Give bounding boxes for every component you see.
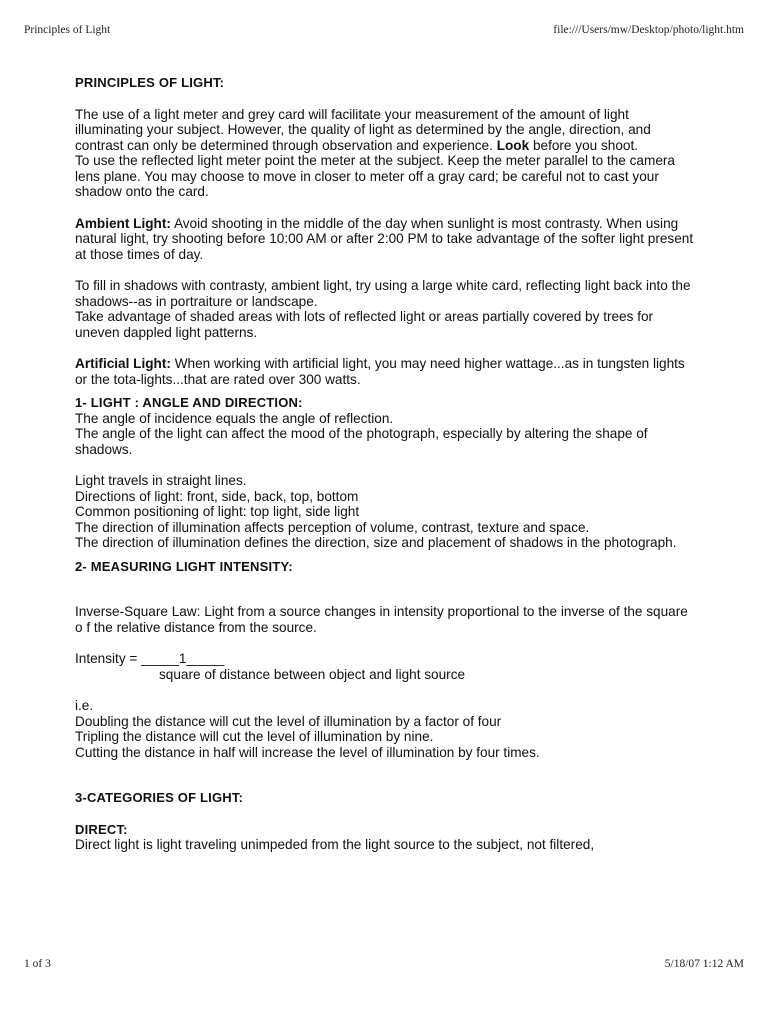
intro-text-b: before you shoot.	[532, 137, 638, 153]
browser-page-url: file:///Users/mw/Desktop/photo/light.htm	[553, 24, 744, 36]
intro-paragraph-1	[75, 107, 695, 154]
section-1-line-4: Directions of light: front, side, back, top, bottom	[75, 488, 359, 504]
inverse-square-law: Inverse-Square Law: Light from a source changes in intensity proportional to the inverse of the square o f the relative distance from the source.	[75, 604, 688, 635]
ambient-paragraph	[75, 216, 695, 263]
section-1-line-1: The angle of incidence equals the angle of reflection.	[75, 410, 394, 426]
fill-paragraph-2: Take advantage of shaded areas with lots of reflected light or areas partially covered by trees for uneven dappled light patterns.	[75, 309, 654, 340]
ie-label: i.e.	[75, 698, 94, 713]
artificial-text: When working with artificial light, you may need higher wattage...as in tungsten lights or the tota-lights...that are rated over 300 watts.	[75, 356, 685, 387]
intensity-formula-denominator: square of distance between object and light source	[159, 666, 466, 682]
page-number: 1 of 3	[24, 958, 51, 970]
section-1-line-6: The direction of illumination affects perception of volume, contrast, texture and space.	[75, 519, 590, 535]
section-1-heading: 1- LIGHT : ANGLE AND DIRECTION:	[75, 395, 303, 410]
section-1-line-5: Common positioning of light: top light, side light	[75, 504, 360, 519]
print-datetime: 5/18/07 1:12 AM	[664, 958, 744, 970]
direct-text: Direct light is light traveling unimpeded from the light source to the subject, not filtered,	[75, 837, 595, 852]
section-1-line-7: The direction of illumination defines the direction, size and placement of shadows in the photograph.	[75, 535, 677, 550]
section-2-line-2: Tripling the distance will cut the level of illumination by nine.	[75, 729, 434, 744]
artificial-label: Artificial Light:	[75, 356, 171, 371]
fill-paragraph-1: To fill in shadows with contrasty, ambient light, try using a large white card, reflecting light back into the shadows--as in portraiture or landscape.	[75, 278, 691, 309]
document-body	[75, 75, 695, 853]
section-3-heading: 3-CATEGORIES OF LIGHT:	[75, 790, 244, 805]
section-1-line-2: The angle of the light can affect the mood of the photograph, especially by altering the shape of shadows.	[75, 426, 648, 457]
intro-paragraph-2: To use the reflected light meter point the meter at the subject. Keep the meter parallel to the camera lens plane. You may choose to move in closer to meter off a gray card; be careful not to cast your shadow onto the card.	[75, 153, 675, 199]
browser-page-title: Principles of Light	[24, 24, 111, 36]
section-1-line-3: Light travels in straight lines.	[75, 473, 247, 488]
direct-label: DIRECT:	[75, 821, 128, 837]
ambient-label: Ambient Light:	[75, 215, 171, 231]
section-2-line-3: Cutting the distance in half will increase the level of illumination by four times.	[75, 744, 540, 760]
intensity-formula: Intensity = _____1_____	[75, 651, 225, 666]
artificial-paragraph	[75, 356, 695, 387]
look-emphasis: Look	[496, 137, 530, 153]
doc-title: PRINCIPLES OF LIGHT:	[75, 75, 225, 90]
intro-text-a: The use of a light meter and grey card will facilitate your measurement of the amount of light illuminating your subject. However, the quality of light as determined by the angle, direction, and contrast can only be determined through observation and experience.	[75, 106, 651, 153]
ambient-text: Avoid shooting in the middle of the day when sunlight is most contrasty. When using natural light, try shooting before 10:00 AM or after 2:00 PM to take advantage of the softer light present at those times of day.	[75, 215, 694, 262]
section-2-heading: 2- MEASURING LIGHT INTENSITY:	[75, 558, 293, 574]
section-2-line-1: Doubling the distance will cut the level of illumination by a factor of four	[75, 713, 502, 729]
